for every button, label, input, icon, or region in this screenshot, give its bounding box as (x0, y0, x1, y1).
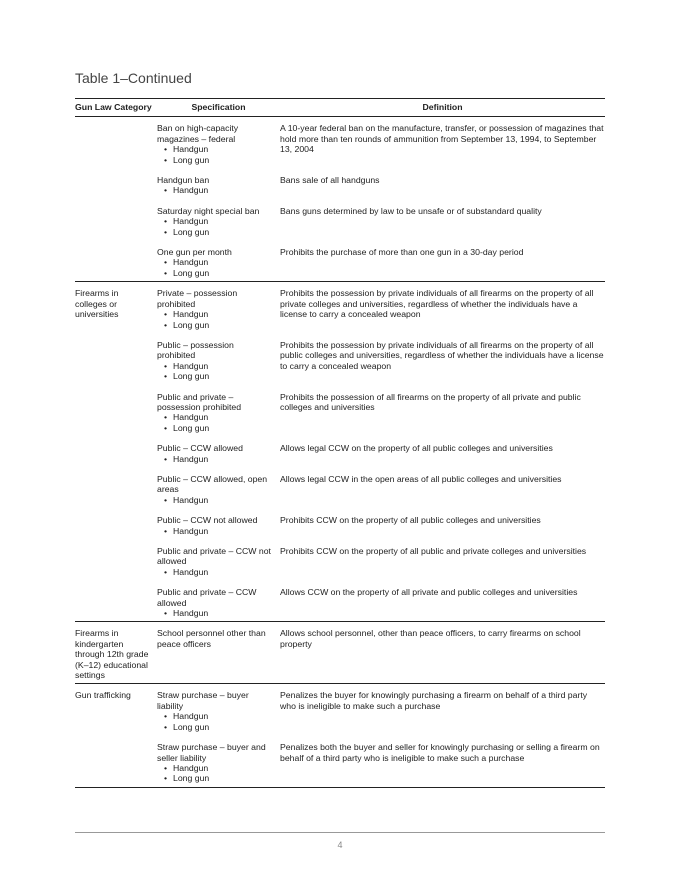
specification-cell (157, 340, 280, 392)
specification-cell (157, 474, 280, 515)
weapon-type-bullet: • Handgun (157, 412, 274, 422)
definition-cell: Prohibits CCW on the property of all public and private colleges and universities (280, 546, 587, 556)
weapon-type-bullet: • Handgun (157, 526, 274, 536)
definition-cell: Prohibits the purchase of more than one gun in a 30-day period (280, 247, 605, 282)
specification-cell (157, 443, 280, 474)
page-number: 4 (337, 840, 343, 850)
specification-cell (157, 206, 280, 247)
weapon-type-bullet: • Long gun (157, 320, 274, 330)
category-cell (75, 392, 157, 444)
specification-cell (157, 587, 280, 622)
table-row (75, 340, 605, 392)
table-row (75, 247, 605, 282)
table-row (75, 206, 605, 247)
definition-cell: Allows school personnel, other than peace officers, to carry firearms on school property (280, 622, 605, 684)
definition-cell: Prohibits the possession by private individuals of all firearms on the property of all private colleges and universities, regardless of whether the individuals have a license to carry a concealed weapon (280, 288, 594, 320)
definition-cell: Penalizes the buyer for knowingly purchasing a firearm on behalf of a third party who is ineligible to make such a purchase (280, 690, 588, 711)
specification-label: Saturday night special ban (157, 205, 260, 216)
specification-cell (157, 392, 280, 444)
definition-cell: Allows legal CCW on the property of all public colleges and universities (280, 443, 553, 454)
specification-label: Public and private – CCW allowed (157, 587, 257, 608)
weapon-type-bullet: • Long gun (157, 268, 274, 278)
specification-cell (157, 175, 280, 206)
definition-cell: Bans sale of all handguns (280, 175, 380, 186)
weapon-type-bullet: • Handgun (157, 763, 274, 773)
table-row (75, 175, 605, 206)
table-row (75, 546, 605, 587)
footer-divider (75, 832, 605, 833)
definition-cell: Allows CCW on the property of all private and public colleges and universities (280, 587, 605, 622)
category-cell (75, 546, 157, 587)
definition-cell: Prohibits the possession of all firearms on the property of all private and public colleges and universities (280, 391, 581, 412)
specification-cell (157, 684, 280, 742)
table-row (75, 117, 605, 175)
definition-cell: Prohibits CCW on the property of all public colleges and universities (280, 515, 541, 526)
weapon-type-bullet: • Handgun (157, 495, 274, 505)
specification-label: Ban on high-capacity magazines – federal (157, 123, 239, 144)
category-cell (75, 474, 157, 515)
specification-label: Public – CCW allowed, open areas (157, 473, 268, 495)
weapon-type-bullet: • Handgun (157, 216, 274, 226)
weapon-type-bullet: • Handgun (157, 257, 274, 267)
definition-cell: Allows legal CCW in the open areas of all public colleges and universities (280, 473, 562, 484)
definition-cell: Penalizes both the buyer and seller for knowingly purchasing or selling a firearm on behalf of a third party who is ineligible to make such a purchase (280, 742, 605, 787)
weapon-type-bullet: • Handgun (157, 454, 274, 464)
table-row (75, 515, 605, 546)
category-cell: Firearms in colleges or universities (75, 288, 119, 320)
specification-label: Public and private – possession prohibited (157, 391, 242, 412)
weapon-type-bullet: • Handgun (157, 144, 274, 154)
table-row (75, 474, 605, 515)
category-cell (75, 515, 157, 546)
definition-cell: A 10-year federal ban on the manufacture, transfer, or possession of magazines that hold more than ten rounds of ammunition from September 13, 1994, to September 13, 2004 (280, 123, 604, 155)
category-cell (75, 206, 157, 247)
specification-cell (157, 546, 280, 587)
weapon-type-bullet: • Long gun (157, 722, 274, 732)
specification-cell (157, 622, 280, 684)
weapon-type-bullet: • Handgun (157, 608, 274, 618)
header-specification: Specification (157, 99, 280, 117)
specification-label: Public – CCW not allowed (157, 515, 258, 526)
table-row (75, 392, 605, 444)
definition-cell: Bans guns determined by law to be unsafe or of substandard quality (280, 205, 542, 216)
table-row (75, 282, 605, 340)
specification-cell (157, 117, 280, 175)
table-header (75, 99, 605, 117)
table-row (75, 742, 605, 787)
weapon-type-bullet: • Handgun (157, 361, 274, 371)
specification-label: Handgun ban (157, 175, 210, 186)
header-category: Gun Law Category (75, 99, 157, 117)
specification-label: Public and private – CCW not allowed (157, 546, 271, 567)
weapon-type-bullet: • Handgun (157, 711, 274, 721)
category-cell (75, 587, 157, 622)
specification-label: School personnel other than peace officers (157, 628, 266, 649)
category-cell (75, 742, 157, 787)
category-cell (75, 443, 157, 474)
table-row (75, 443, 605, 474)
specification-label: One gun per month (157, 247, 232, 258)
table-body (75, 117, 605, 787)
specification-label: Straw purchase – buyer liability (157, 690, 249, 711)
weapon-type-bullet: • Long gun (157, 773, 274, 783)
category-cell (75, 247, 157, 282)
weapon-type-bullet: • Long gun (157, 155, 274, 165)
specification-cell (157, 282, 280, 340)
weapon-type-bullet: • Handgun (157, 567, 274, 577)
definition-cell: Prohibits the possession by private individuals of all firearms on the property of all public colleges and universities, regardless of whether the individuals have a license to carry a concealed weapon (280, 339, 604, 371)
header-definition: Definition (280, 99, 605, 117)
category-cell (75, 175, 157, 206)
table-row (75, 684, 605, 742)
weapon-type-bullet: • Long gun (157, 227, 274, 237)
table-row (75, 622, 605, 684)
specification-cell (157, 742, 280, 787)
weapon-type-bullet: • Long gun (157, 371, 274, 381)
category-cell (75, 340, 157, 392)
weapon-type-bullet: • Handgun (157, 309, 274, 319)
specification-label: Public – CCW allowed (157, 443, 243, 454)
specification-label: Straw purchase – buyer and seller liability (157, 742, 266, 763)
table-title: Table 1–Continued (75, 70, 192, 86)
gun-law-table (75, 98, 605, 788)
specification-cell (157, 515, 280, 546)
specification-cell (157, 247, 280, 282)
weapon-type-bullet: • Long gun (157, 423, 274, 433)
category-cell (75, 117, 157, 175)
specification-label: Public – possession prohibited (157, 339, 234, 361)
category-cell: Firearms in kindergarten through 12th grade (K–12) educational settings (75, 622, 157, 684)
table-row (75, 587, 605, 622)
weapon-type-bullet: • Handgun (157, 185, 274, 195)
specification-label: Private – possession prohibited (157, 288, 238, 309)
table (75, 98, 605, 788)
category-cell: Gun trafficking (75, 690, 131, 701)
